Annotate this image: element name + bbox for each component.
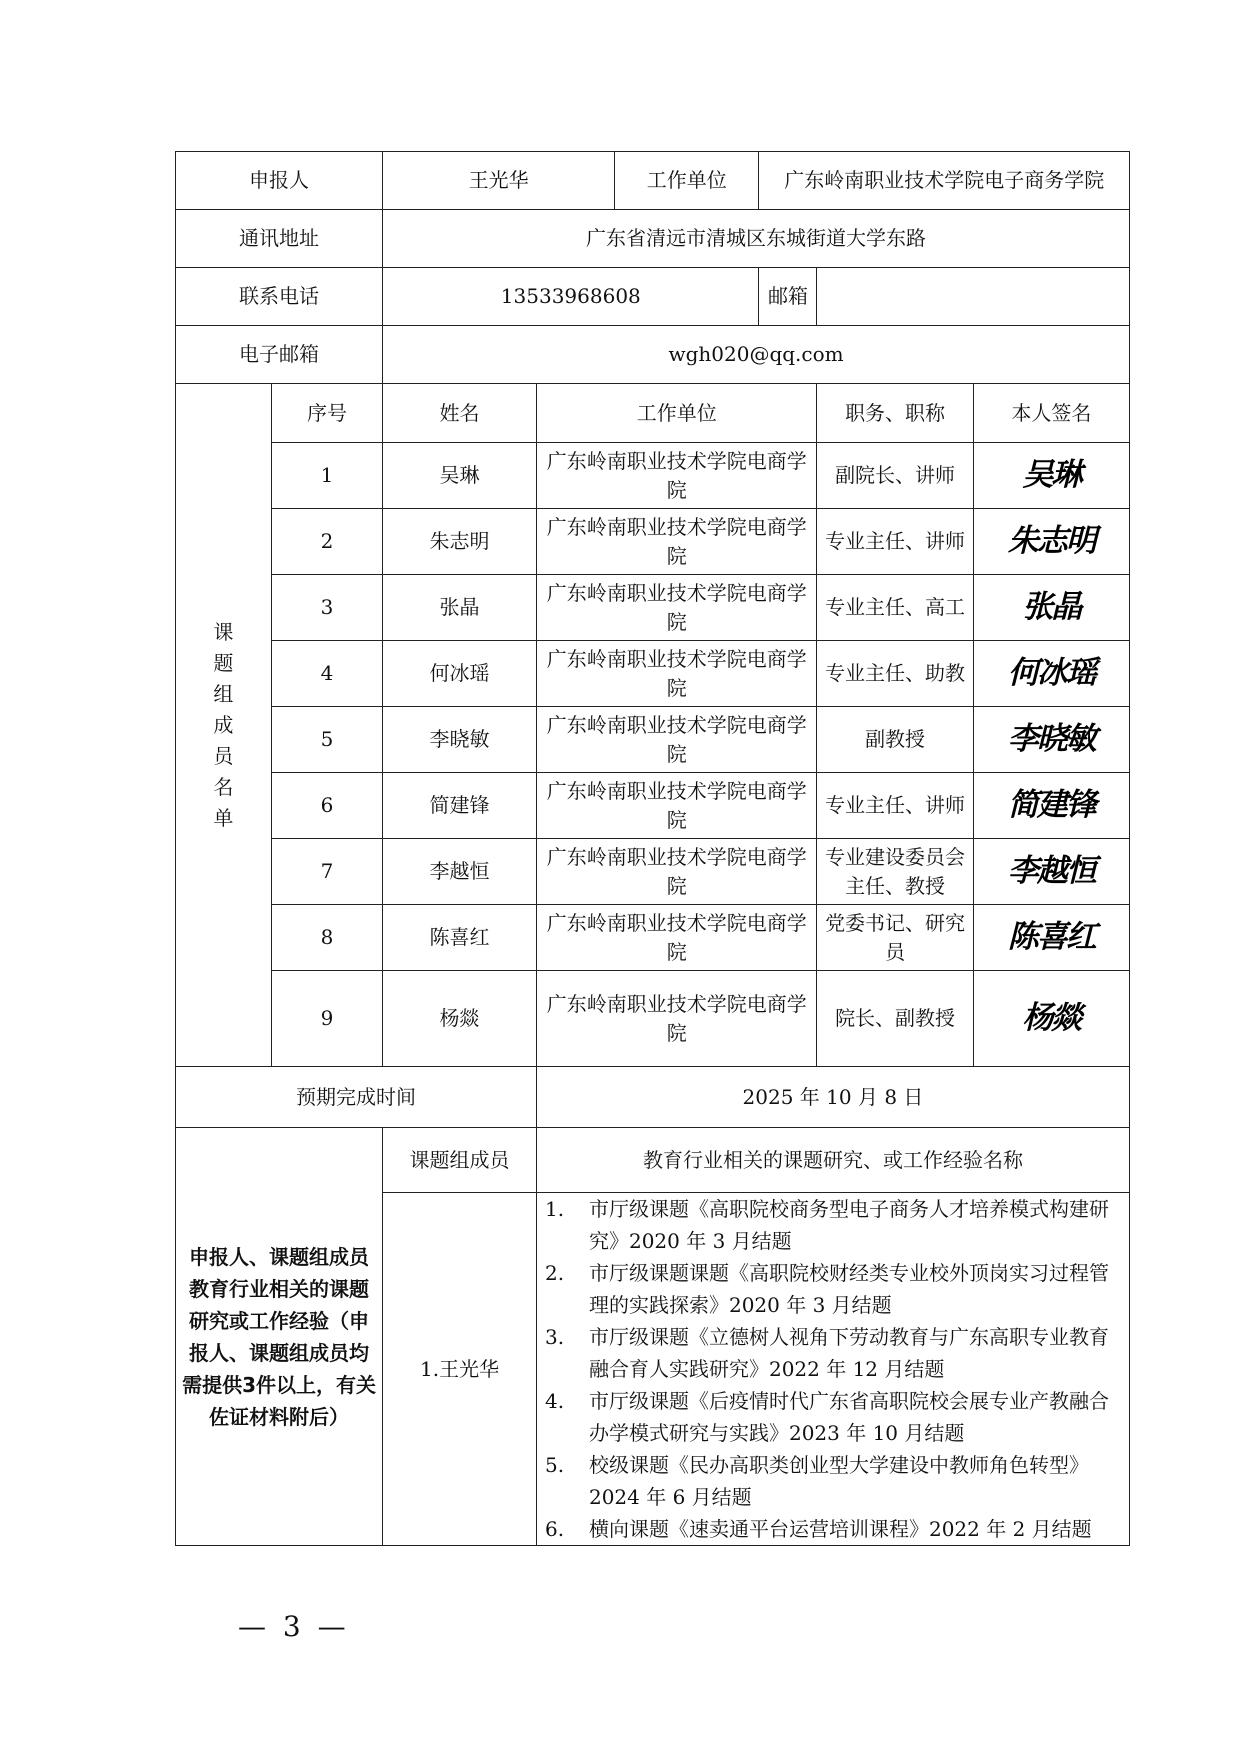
member-row bbox=[176, 509, 1130, 575]
member-title: 专业建设委员会主任、教授 bbox=[817, 839, 973, 905]
phone-row bbox=[176, 268, 1130, 326]
member-row bbox=[176, 971, 1130, 1067]
member-no: 2 bbox=[271, 509, 382, 575]
address-value: 广东省清远市清城区东城街道大学东路 bbox=[383, 210, 1130, 268]
experience-name-header: 教育行业相关的课题研究、或工作经验名称 bbox=[536, 1128, 1129, 1193]
experience-item bbox=[545, 1193, 1121, 1257]
member-no: 9 bbox=[271, 971, 382, 1067]
signature-image: 张晶 bbox=[1022, 589, 1081, 626]
members-label-char: 课 bbox=[213, 619, 234, 644]
member-name: 杨燚 bbox=[383, 971, 537, 1067]
address-label: 通讯地址 bbox=[176, 210, 383, 268]
experience-item-text: 横向课题《速卖通平台运营培训课程》2022 年 2 月结题 bbox=[588, 1517, 1092, 1541]
member-signature bbox=[973, 575, 1129, 641]
completion-value: 2025 年 10 月 8 日 bbox=[536, 1067, 1129, 1128]
email-label: 电子邮箱 bbox=[176, 326, 383, 384]
member-unit: 广东岭南职业技术学院电商学院 bbox=[536, 443, 816, 509]
experience-item-text: 市厅级课题课题《高职院校财经类专业校外顶岗实习过程管理的实践探索》2020 年 3 月结题 bbox=[588, 1261, 1109, 1317]
member-unit: 广东岭南职业技术学院电商学院 bbox=[536, 575, 816, 641]
member-row bbox=[176, 839, 1130, 905]
member-title: 专业主任、讲师 bbox=[817, 509, 973, 575]
signature-image: 杨燚 bbox=[1022, 1000, 1081, 1037]
header-no: 序号 bbox=[271, 384, 382, 443]
completion-row bbox=[176, 1067, 1130, 1128]
email-row bbox=[176, 326, 1130, 384]
experience-item-num: 3. bbox=[544, 1325, 565, 1349]
member-signature bbox=[973, 641, 1129, 707]
member-no: 6 bbox=[271, 773, 382, 839]
member-title: 党委书记、研究员 bbox=[817, 905, 973, 971]
member-row bbox=[176, 773, 1130, 839]
members-label-char: 组 bbox=[213, 681, 234, 706]
experience-item-text: 市厅级课题《高职院校商务型电子商务人才培养模式构建研究》2020 年 3 月结题 bbox=[588, 1197, 1109, 1253]
header-signature: 本人签名 bbox=[973, 384, 1129, 443]
member-title: 专业主任、讲师 bbox=[817, 773, 973, 839]
experience-member: 1.王光华 bbox=[383, 1193, 537, 1546]
member-row bbox=[176, 641, 1130, 707]
member-row bbox=[176, 443, 1130, 509]
member-title: 副院长、讲师 bbox=[817, 443, 973, 509]
member-name: 张晶 bbox=[383, 575, 537, 641]
members-header-row bbox=[176, 384, 1130, 443]
member-row bbox=[176, 707, 1130, 773]
application-form bbox=[175, 151, 1130, 1546]
experience-item-num: 4. bbox=[544, 1389, 565, 1413]
experience-item-text: 市厅级课题《后疫情时代广东省高职院校会展专业产教融合办学模式研究与实践》2023 年 10 月结题 bbox=[588, 1389, 1109, 1445]
experience-item-text: 市厅级课题《立德树人视角下劳动教育与广东高职专业教育融合育人实践研究》2022 年 12 月结题 bbox=[588, 1325, 1109, 1381]
member-no: 3 bbox=[271, 575, 382, 641]
member-signature bbox=[973, 707, 1129, 773]
member-no: 7 bbox=[271, 839, 382, 905]
mailbox-label: 邮箱 bbox=[759, 268, 817, 326]
member-row bbox=[176, 575, 1130, 641]
experience-member-header: 课题组成员 bbox=[383, 1128, 537, 1193]
member-no: 4 bbox=[271, 641, 382, 707]
applicant-name: 王光华 bbox=[383, 152, 615, 210]
members-label-char: 员 bbox=[213, 743, 234, 768]
experience-item bbox=[545, 1449, 1121, 1513]
members-section-label bbox=[176, 384, 272, 1067]
mailbox-value bbox=[817, 268, 1130, 326]
signature-image: 朱志明 bbox=[1007, 523, 1095, 560]
page-number: — 3 — bbox=[238, 1610, 350, 1643]
member-unit: 广东岭南职业技术学院电商学院 bbox=[536, 641, 816, 707]
member-title: 副教授 bbox=[817, 707, 973, 773]
member-signature bbox=[973, 839, 1129, 905]
experience-item-text: 校级课题《民办高职类创业型大学建设中教师角色转型》2024 年 6 月结题 bbox=[588, 1453, 1089, 1509]
signature-image: 李晓敏 bbox=[1007, 721, 1095, 758]
address-row bbox=[176, 210, 1130, 268]
applicant-row bbox=[176, 152, 1130, 210]
member-name: 李越恒 bbox=[383, 839, 537, 905]
member-unit: 广东岭南职业技术学院电商学院 bbox=[536, 905, 816, 971]
member-no: 5 bbox=[271, 707, 382, 773]
member-unit: 广东岭南职业技术学院电商学院 bbox=[536, 509, 816, 575]
experience-item bbox=[545, 1257, 1121, 1321]
phone-value: 13533968608 bbox=[383, 268, 759, 326]
experience-item bbox=[545, 1385, 1121, 1449]
header-title: 职务、职称 bbox=[817, 384, 973, 443]
experience-header-row bbox=[176, 1128, 1130, 1193]
signature-image: 陈喜红 bbox=[1007, 919, 1095, 956]
member-no: 1 bbox=[271, 443, 382, 509]
member-name: 陈喜红 bbox=[383, 905, 537, 971]
completion-label: 预期完成时间 bbox=[176, 1067, 537, 1128]
member-signature bbox=[973, 509, 1129, 575]
experience-list bbox=[536, 1193, 1129, 1546]
member-signature bbox=[973, 905, 1129, 971]
experience-item-num: 2. bbox=[544, 1261, 565, 1285]
email-value: wgh020@qq.com bbox=[383, 326, 1130, 384]
member-unit: 广东岭南职业技术学院电商学院 bbox=[536, 773, 816, 839]
member-unit: 广东岭南职业技术学院电商学院 bbox=[536, 839, 816, 905]
member-title: 专业主任、助教 bbox=[817, 641, 973, 707]
member-unit: 广东岭南职业技术学院电商学院 bbox=[536, 707, 816, 773]
experience-side-label-text: 申报人、课题组成员教育行业相关的课题研究或工作经验（申报人、课题组成员均需提供3件以上，有关佐证材料附后） bbox=[182, 1244, 377, 1429]
member-row bbox=[176, 905, 1130, 971]
member-unit: 广东岭南职业技术学院电商学院 bbox=[536, 971, 816, 1067]
member-title: 专业主任、高工 bbox=[817, 575, 973, 641]
applicant-label: 申报人 bbox=[176, 152, 383, 210]
experience-item bbox=[545, 1513, 1121, 1545]
experience-item bbox=[545, 1321, 1121, 1385]
signature-image: 李越恒 bbox=[1007, 853, 1095, 890]
member-name: 简建锋 bbox=[383, 773, 537, 839]
members-label-char: 题 bbox=[213, 650, 234, 675]
member-name: 李晓敏 bbox=[383, 707, 537, 773]
header-name: 姓名 bbox=[383, 384, 537, 443]
member-name: 何冰瑶 bbox=[383, 641, 537, 707]
signature-image: 简建锋 bbox=[1007, 787, 1095, 824]
member-signature bbox=[973, 971, 1129, 1067]
header-unit: 工作单位 bbox=[536, 384, 816, 443]
experience-item-num: 1. bbox=[544, 1197, 565, 1221]
member-name: 吴琳 bbox=[383, 443, 537, 509]
experience-side-label bbox=[176, 1128, 383, 1546]
member-no: 8 bbox=[271, 905, 382, 971]
members-label-char: 单 bbox=[213, 805, 234, 830]
members-label-char: 名 bbox=[213, 774, 234, 799]
applicant-unit: 广东岭南职业技术学院电子商务学院 bbox=[759, 152, 1130, 210]
member-signature bbox=[973, 773, 1129, 839]
members-label-char: 成 bbox=[213, 712, 234, 737]
experience-item-num: 5. bbox=[544, 1453, 565, 1477]
signature-image: 何冰瑶 bbox=[1007, 655, 1095, 692]
member-signature bbox=[973, 443, 1129, 509]
member-name: 朱志明 bbox=[383, 509, 537, 575]
applicant-unit-label: 工作单位 bbox=[615, 152, 759, 210]
experience-item-num: 6. bbox=[544, 1517, 565, 1541]
member-title: 院长、副教授 bbox=[817, 971, 973, 1067]
phone-label: 联系电话 bbox=[176, 268, 383, 326]
signature-image: 吴琳 bbox=[1022, 457, 1081, 494]
